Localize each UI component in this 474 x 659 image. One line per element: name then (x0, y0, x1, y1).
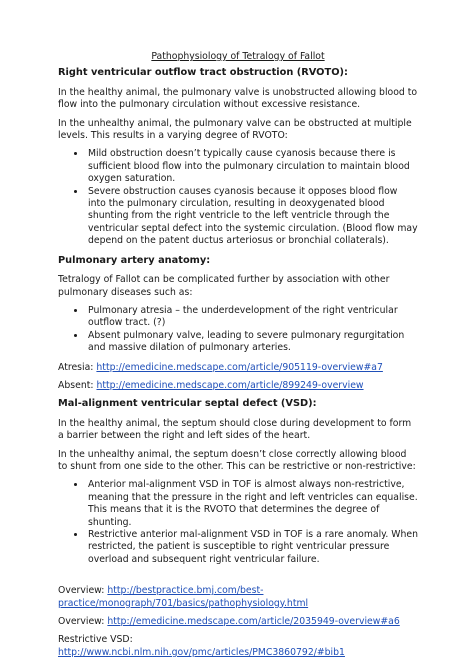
overview-link-2[interactable]: http://emedicine.medscape.com/article/2035949-overview#a6 (107, 616, 400, 628)
list-item: • Absent pulmonary valve, leading to severe pulmonary regurgitation and massive dilation of pulmonary arteries. (86, 330, 418, 355)
overview-reference-2 (58, 616, 418, 628)
rvoto-paragraph-2: In the unhealthy animal, the pulmonary valve can be obstructed at multiple levels. This results in a varying degree of RVOTO: (58, 117, 412, 142)
atresia-label: Atresia: (58, 361, 94, 373)
atresia-reference (58, 362, 418, 374)
rvoto-paragraph-1: In the healthy animal, the pulmonary valve is unobstructed allowing blood to flow into the pulmonary circulation without excessive resistance. (58, 86, 418, 111)
pulmonary-paragraph-1: Tetralogy of Fallot can be complicated further by association with other pulmonary diseases such as: (58, 274, 390, 298)
document-title: Pathophysiology of Tetralogy of Fallot (151, 51, 325, 62)
restrictive-link[interactable]: http://www.ncbi.nlm.nih.gov/pmc/articles/PMC3860792/#bib1 (58, 646, 345, 658)
atresia-link[interactable]: http://emedicine.medscape.com/article/905119-overview#a7 (96, 361, 383, 373)
pulmonary-heading: Pulmonary artery anatomy: (58, 254, 211, 266)
overview-label-1: Overview: (58, 585, 105, 597)
list-item: • Restrictive anterior mal-alignment VSD in TOF is a rare anomaly. When restricted, the patient is susceptible to right ventricular pressure overload and subsequent right ventricular failure. (86, 529, 418, 566)
vsd-paragraph-1: In the healthy animal, the septum should close during development to form a barrier between the right and left sides of the heart. (58, 417, 412, 442)
overview-label-2: Overview: (58, 616, 105, 628)
spacer (58, 573, 418, 585)
list-item: • Anterior mal-alignment VSD in TOF is almost always non-restrictive, meaning that the pressure in the right and left ventricles can equalise. This means that it is the RVOTO that determines the degree of shunting. (86, 479, 418, 529)
restrictive-reference (58, 634, 418, 659)
rvoto-bullet-list (58, 148, 418, 247)
absent-reference (58, 380, 418, 392)
list-item: • Mild obstruction doesn’t typically cause cyanosis because there is sufficient blood flow into the pulmonary circulation to maintain blood oxygen saturation. (86, 148, 418, 185)
list-item: • Pulmonary atresia – the underdevelopment of the right ventricular outflow tract. (?) (86, 305, 418, 330)
vsd-bullet-list (58, 479, 418, 566)
list-item: • Severe obstruction causes cyanosis because it opposes blood flow into the pulmonary circulation, resulting in deoxygenated blood shunting from the right ventricle to the left ventricle through the ventricular septal defect into the systemic circulation. (Blood flow may depend on the patent ductus arteriosus or bronchial collaterals). (86, 186, 418, 248)
vsd-paragraph-2: In the unhealthy animal, the septum doesn’t close correctly allowing blood to shunt from one side to the other. This can be restrictive or non-restrictive: (58, 448, 416, 472)
absent-label: Absent: (58, 379, 94, 391)
pulmonary-bullet-list (58, 305, 418, 355)
rvoto-heading: Right ventricular outflow tract obstruction (RVOTO): (58, 67, 348, 79)
absent-link[interactable]: http://emedicine.medscape.com/article/899249-overview (96, 379, 364, 391)
overview-link-1[interactable]: http://bestpractice.bmj.com/best-practice/monograph/701/basics/pathophysiology.html (58, 585, 309, 609)
overview-reference-1 (58, 585, 418, 610)
vsd-heading: Mal-alignment ventricular septal defect (VSD): (58, 398, 317, 410)
restrictive-label: Restrictive VSD: (58, 634, 133, 646)
